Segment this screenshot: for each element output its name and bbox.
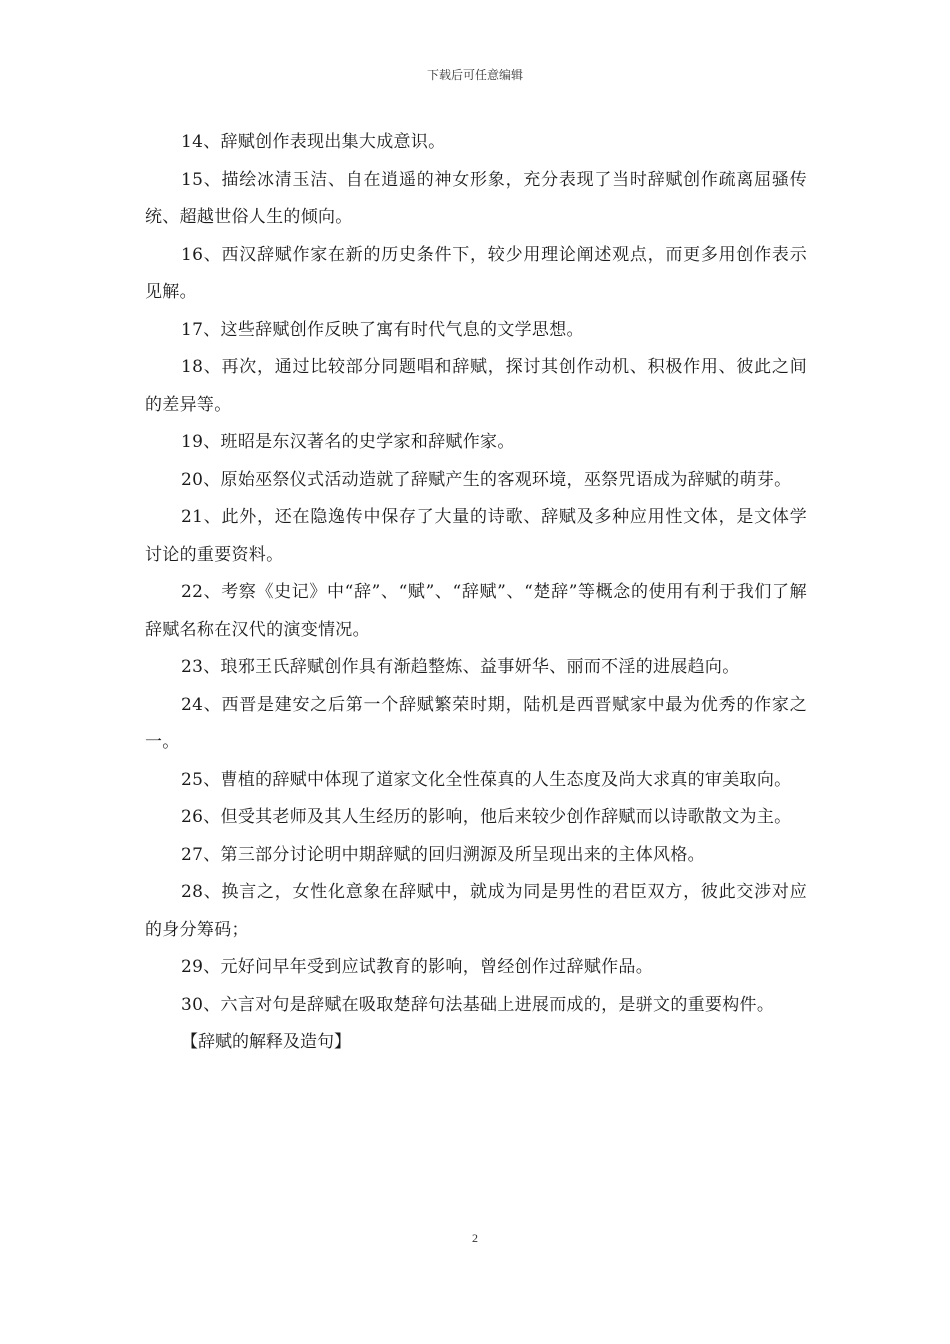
sentence-16: 16、西汉辞赋作家在新的历史条件下，较少用理论阐述观点，而更多用创作表示见解。 — [145, 244, 807, 302]
document-body — [145, 124, 807, 1062]
sentence-18: 18、再次，通过比较部分同题唱和辞赋，探讨其创作动机、积极作用、彼此之间的差异等。 — [145, 357, 807, 415]
sentence-28: 28、换言之，女性化意象在辞赋中，就成为同是男性的君臣双方，彼此交涉对应的身分筹码； — [145, 882, 807, 940]
sentence-25: 25、曹植的辞赋中体现了道家文化全性葆真的人生态度及尚大求真的审美取向。 — [181, 769, 792, 790]
sentence-30: 30、六言对句是辞赋在吸取楚辞句法基础上进展而成的，是骈文的重要构件。 — [181, 994, 775, 1015]
sentence-23: 23、琅邪王氏辞赋创作具有渐趋整炼、益事妍华、丽而不淫的进展趋向。 — [181, 657, 740, 677]
page-number: 2 — [472, 1231, 478, 1245]
sentence-26: 26、但受其老师及其人生经历的影响，他后来较少创作辞赋而以诗歌散文为主。 — [181, 807, 792, 827]
sentence-22: 22、考察《史记》中“辞”、“赋”、“辞赋”、“楚辞”等概念的使用有利于我们了解辞赋名称在汉代的演变情况。 — [145, 582, 807, 640]
sentence-14: 14、辞赋创作表现出集大成意识。 — [181, 132, 446, 152]
sentence-24: 24、西晋是建安之后第一个辞赋繁荣时期，陆机是西晋赋家中最为优秀的作家之一。 — [145, 694, 807, 752]
sentence-19: 19、班昭是东汉著名的史学家和辞赋作家。 — [181, 432, 515, 452]
sentence-20: 20、原始巫祭仪式活动造就了辞赋产生的客观环境，巫祭咒语成为辞赋的萌芽。 — [181, 469, 792, 490]
sentence-27: 27、第三部分讨论明中期辞赋的回归溯源及所呈现出来的主体风格。 — [181, 844, 705, 865]
section-heading: 【辞赋的解释及造句】 — [181, 1032, 351, 1052]
page-header-note: 下载后可任意编辑 — [426, 68, 523, 82]
sentence-29: 29、元好问早年受到应试教育的影响，曾经创作过辞赋作品。 — [181, 957, 654, 977]
sentence-15: 15、描绘冰清玉洁、自在逍遥的神女形象，充分表现了当时辞赋创作疏离屈骚传统、超越世俗人生的倾向。 — [145, 169, 807, 227]
sentence-17: 17、这些辞赋创作反映了寓有时代气息的文学思想。 — [181, 319, 584, 340]
sentence-21: 21、此外，还在隐逸传中保存了大量的诗歌、辞赋及多种应用性文体，是文体学讨论的重要资料。 — [145, 507, 807, 565]
